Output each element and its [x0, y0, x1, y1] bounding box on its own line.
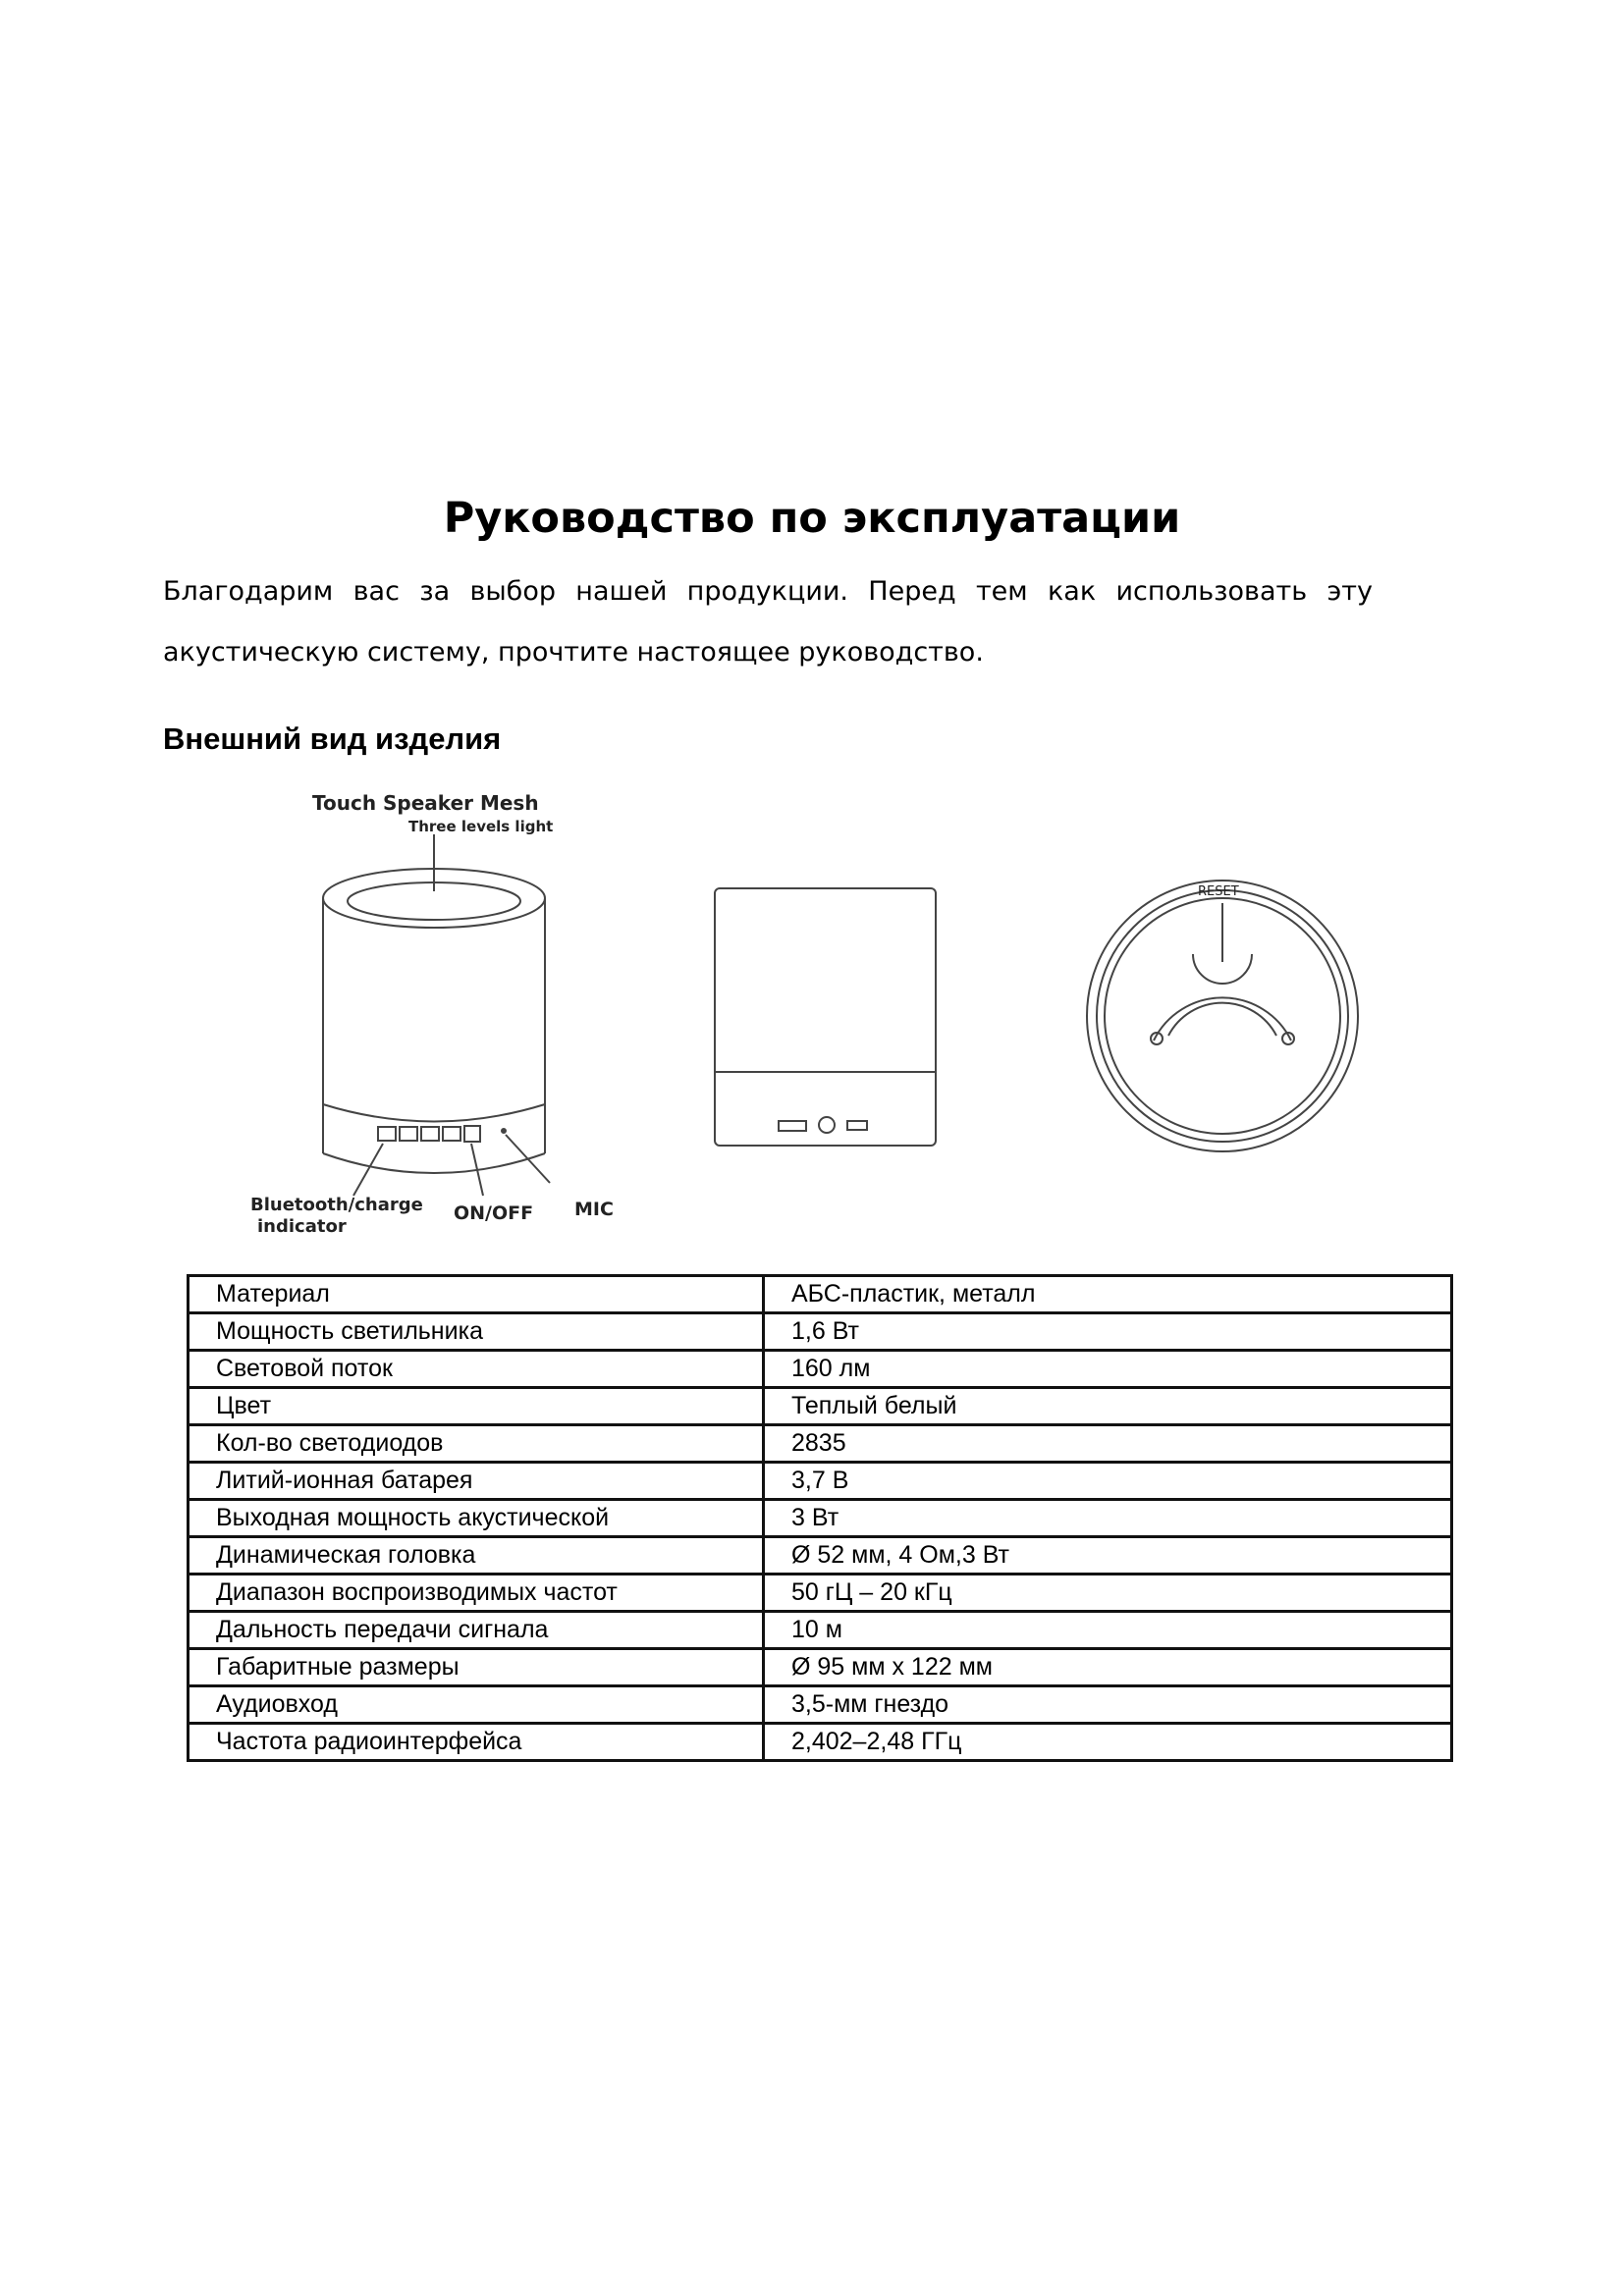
page-title: Руководство по эксплуатации [443, 494, 1181, 543]
spec-key: Цвет [189, 1388, 764, 1425]
spec-value: 50 гЦ – 20 кГц [764, 1575, 1452, 1612]
spec-key: Выходная мощность акустической [189, 1500, 764, 1537]
spec-key: Динамическая головка [189, 1537, 764, 1575]
spec-value: 3,7 В [764, 1463, 1452, 1500]
spec-value: Теплый белый [764, 1388, 1452, 1425]
spec-row [189, 1463, 1452, 1500]
spec-key: Частота радиоинтерфейса [189, 1724, 764, 1761]
label-reset: RESET [1198, 884, 1239, 899]
intro-line-2: акустическую систему, прочтите настоящее руководство. [163, 637, 984, 667]
spec-value: Ø 52 мм, 4 Ом,3 Вт [764, 1537, 1452, 1575]
spec-row [189, 1388, 1452, 1425]
spec-key: Кол-во светодиодов [189, 1425, 764, 1463]
section-title: Внешний вид изделия [163, 721, 502, 756]
intro-paragraph [163, 561, 1373, 683]
label-bt-indicator-1: Bluetooth/charge [250, 1195, 423, 1215]
spec-value: Ø 95 мм х 122 мм [764, 1649, 1452, 1686]
spec-row [189, 1537, 1452, 1575]
spec-value: 3 Вт [764, 1500, 1452, 1537]
label-on-off: ON/OFF [454, 1202, 534, 1224]
spec-key: Диапазон воспроизводимых частот [189, 1575, 764, 1612]
spec-value: 160 лм [764, 1351, 1452, 1388]
spec-value: 1,6 Вт [764, 1313, 1452, 1351]
spec-row [189, 1612, 1452, 1649]
speaker-side-view [715, 888, 936, 1146]
label-three-levels: Three levels light [408, 818, 554, 835]
spec-row [189, 1686, 1452, 1724]
spec-value: АБС-пластик, металл [764, 1276, 1452, 1313]
intro-line-1: Благодарим вас за выбор нашей продукции. Перед тем как использовать эту [163, 576, 1373, 607]
spec-value: 2835 [764, 1425, 1452, 1463]
spec-row [189, 1724, 1452, 1761]
spec-row [189, 1313, 1452, 1351]
product-figure [226, 775, 1404, 1266]
spec-row [189, 1500, 1452, 1537]
speaker-top-view [1087, 881, 1358, 1151]
spec-key: Световой поток [189, 1351, 764, 1388]
specs-table [187, 1274, 1453, 1762]
label-mic: MIC [574, 1199, 614, 1220]
spec-row [189, 1351, 1452, 1388]
spec-key: Габаритные размеры [189, 1649, 764, 1686]
spec-key: Дальность передачи сигнала [189, 1612, 764, 1649]
spec-row [189, 1425, 1452, 1463]
spec-key: Мощность светильника [189, 1313, 764, 1351]
speaker-front-view [323, 834, 550, 1196]
product-drawing [226, 775, 1404, 1266]
spec-row [189, 1575, 1452, 1612]
spec-row [189, 1649, 1452, 1686]
spec-value: 3,5-мм гнездо [764, 1686, 1452, 1724]
spec-value: 2,402–2,48 ГГц [764, 1724, 1452, 1761]
spec-key: Аудиовход [189, 1686, 764, 1724]
spec-value: 10 м [764, 1612, 1452, 1649]
spec-row [189, 1276, 1452, 1313]
label-bt-indicator-2: indicator [257, 1216, 347, 1237]
label-touch-mesh: Touch Speaker Mesh [312, 791, 539, 815]
spec-key: Материал [189, 1276, 764, 1313]
spec-key: Литий-ионная батарея [189, 1463, 764, 1500]
